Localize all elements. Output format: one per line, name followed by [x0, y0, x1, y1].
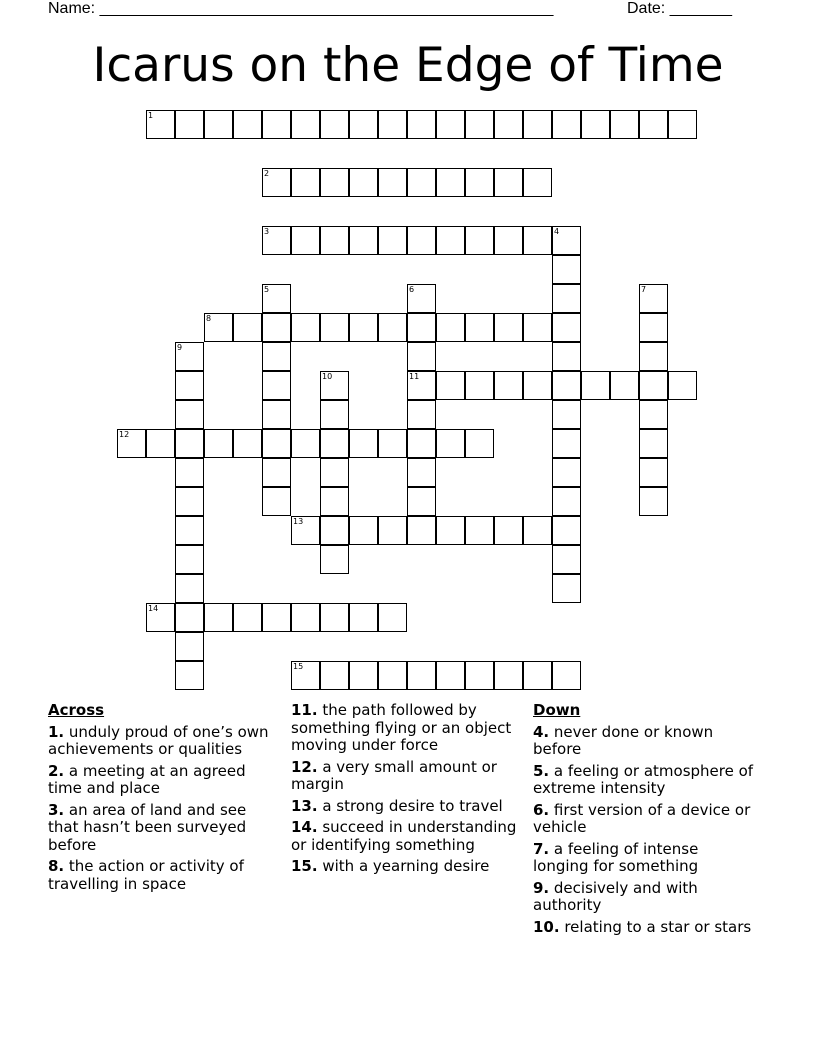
clue-item [533, 724, 755, 759]
grid-cell[interactable] [407, 226, 436, 255]
grid-cell[interactable] [349, 313, 378, 342]
down-clue-list [533, 724, 755, 937]
grid-cell[interactable] [233, 603, 262, 632]
grid-cell[interactable] [233, 429, 262, 458]
clue-item-number: 6. [533, 800, 550, 819]
clue-item [48, 724, 270, 759]
grid-cell[interactable] [465, 110, 494, 139]
grid-cell[interactable] [291, 661, 320, 690]
grid-cell[interactable] [465, 313, 494, 342]
clue-item-number: 3. [48, 800, 65, 819]
grid-cell[interactable] [146, 110, 175, 139]
grid-cell[interactable] [320, 110, 349, 139]
grid-cell[interactable] [494, 168, 523, 197]
clue-number: 6 [409, 285, 415, 294]
grid-cell[interactable] [175, 342, 204, 371]
grid-cell[interactable] [175, 574, 204, 603]
grid-cell[interactable] [494, 516, 523, 545]
clue-item [48, 802, 270, 855]
grid-cell[interactable] [378, 226, 407, 255]
grid-cell[interactable] [523, 313, 552, 342]
clue-item [291, 858, 523, 876]
grid-cell[interactable] [204, 429, 233, 458]
grid-cell[interactable] [291, 603, 320, 632]
clue-number: 9 [177, 343, 183, 352]
grid-cell[interactable] [639, 110, 668, 139]
grid-cell[interactable] [320, 313, 349, 342]
grid-cell[interactable] [552, 226, 581, 255]
grid-cell[interactable] [494, 371, 523, 400]
clue-item [291, 798, 523, 816]
grid-cell[interactable] [436, 168, 465, 197]
grid-cell[interactable] [639, 342, 668, 371]
grid-cell[interactable] [175, 603, 204, 632]
grid-cell[interactable] [320, 487, 349, 516]
grid-cell[interactable] [175, 371, 204, 400]
grid-cell[interactable] [494, 313, 523, 342]
grid-cell[interactable] [552, 342, 581, 371]
grid-cell[interactable] [262, 458, 291, 487]
clue-item-text: decisively and with authority [533, 878, 698, 914]
clue-number: 8 [206, 314, 212, 323]
grid-cell[interactable] [407, 168, 436, 197]
grid-cell[interactable] [320, 226, 349, 255]
grid-cell[interactable] [291, 110, 320, 139]
grid-cell[interactable] [349, 168, 378, 197]
grid-cell[interactable] [552, 574, 581, 603]
grid-cell[interactable] [465, 516, 494, 545]
grid-cell[interactable] [465, 371, 494, 400]
grid-cell[interactable] [610, 110, 639, 139]
grid-cell[interactable] [610, 371, 639, 400]
grid-cell[interactable] [262, 226, 291, 255]
grid-cell[interactable] [175, 632, 204, 661]
clue-number: 5 [264, 285, 270, 294]
grid-cell[interactable] [407, 313, 436, 342]
grid-cell[interactable] [436, 313, 465, 342]
clue-item [533, 841, 755, 876]
grid-cell[interactable] [175, 400, 204, 429]
down-heading: Down [533, 701, 581, 719]
grid-cell[interactable] [320, 603, 349, 632]
grid-cell[interactable] [552, 429, 581, 458]
grid-cell[interactable] [378, 661, 407, 690]
grid-cell[interactable] [494, 661, 523, 690]
grid-cell[interactable] [639, 487, 668, 516]
grid-cell[interactable] [407, 284, 436, 313]
clue-item [533, 802, 755, 837]
clue-item-text: with a yearning desire [317, 857, 490, 875]
grid-cell[interactable] [378, 168, 407, 197]
clue-item-text: a feeling of intense longing for something [533, 839, 699, 875]
grid-cell[interactable] [262, 110, 291, 139]
grid-cell[interactable] [523, 516, 552, 545]
clues-column-3 [533, 702, 755, 940]
clue-item-number: 14. [291, 818, 318, 836]
grid-cell[interactable] [465, 226, 494, 255]
grid-cell[interactable] [349, 661, 378, 690]
grid-cell[interactable] [233, 110, 262, 139]
grid-cell[interactable] [552, 545, 581, 574]
grid-cell[interactable] [436, 110, 465, 139]
clue-item [533, 880, 755, 915]
across-clue-list [48, 724, 270, 894]
clue-item-number: 5. [533, 761, 550, 780]
grid-cell[interactable] [175, 487, 204, 516]
grid-cell[interactable] [407, 342, 436, 371]
grid-cell[interactable] [436, 661, 465, 690]
clue-number: 1 [148, 111, 154, 120]
grid-cell[interactable] [320, 429, 349, 458]
clue-number: 2 [264, 169, 270, 178]
clue-item [533, 919, 755, 937]
grid-cell[interactable] [349, 429, 378, 458]
clue-item-text: a very small amount or margin [291, 757, 497, 793]
grid-cell[interactable] [552, 284, 581, 313]
grid-cell[interactable] [378, 110, 407, 139]
grid-cell[interactable] [436, 516, 465, 545]
grid-cell[interactable] [291, 429, 320, 458]
grid-cell[interactable] [320, 545, 349, 574]
grid-cell[interactable] [436, 226, 465, 255]
grid-cell[interactable] [204, 313, 233, 342]
grid-cell[interactable] [320, 458, 349, 487]
clue-number: 13 [293, 517, 304, 526]
grid-cell[interactable] [378, 516, 407, 545]
clue-number: 14 [148, 604, 159, 613]
grid-cell[interactable] [175, 429, 204, 458]
grid-cell[interactable] [146, 603, 175, 632]
clue-item-text: the path followed by something flying or an object moving under force [291, 701, 512, 754]
grid-cell[interactable] [262, 487, 291, 516]
clue-item-text: first version of a device or vehicle [533, 800, 751, 836]
grid-cell[interactable] [320, 661, 349, 690]
grid-cell[interactable] [407, 400, 436, 429]
grid-cell[interactable] [407, 516, 436, 545]
clue-item-number: 10. [533, 917, 560, 936]
grid-cell[interactable] [552, 400, 581, 429]
name-field-label: Name: ___________________________________________________ [48, 0, 554, 17]
grid-cell[interactable] [320, 516, 349, 545]
clue-number: 12 [119, 430, 130, 439]
grid-cell[interactable] [436, 371, 465, 400]
clue-item-text: a meeting at an agreed time and place [48, 761, 246, 797]
clue-item-text: a feeling or atmosphere of extreme intensity [533, 761, 754, 797]
grid-cell[interactable] [668, 110, 697, 139]
grid-cell[interactable] [639, 284, 668, 313]
clue-item-number: 2. [48, 761, 65, 780]
grid-cell[interactable] [204, 110, 233, 139]
grid-cell[interactable] [117, 429, 146, 458]
clues-column-2 [291, 702, 523, 880]
grid-cell[interactable] [320, 371, 349, 400]
grid-cell[interactable] [407, 487, 436, 516]
grid-cell[interactable] [639, 313, 668, 342]
clue-item-text: an area of land and see that hasn’t been surveyed before [48, 800, 247, 854]
grid-cell[interactable] [320, 168, 349, 197]
grid-cell[interactable] [552, 110, 581, 139]
grid-cell[interactable] [349, 516, 378, 545]
grid-cell[interactable] [639, 371, 668, 400]
grid-cell[interactable] [668, 371, 697, 400]
grid-cell[interactable] [262, 342, 291, 371]
grid-cell[interactable] [639, 400, 668, 429]
clue-item-number: 1. [48, 722, 65, 741]
clue-item-text: a strong desire to travel [317, 796, 503, 815]
grid-cell[interactable] [378, 603, 407, 632]
grid-cell[interactable] [291, 226, 320, 255]
clue-item [291, 702, 523, 755]
grid-cell[interactable] [262, 313, 291, 342]
grid-cell[interactable] [494, 226, 523, 255]
clue-item-number: 4. [533, 722, 550, 741]
grid-cell[interactable] [552, 661, 581, 690]
clue-item-text: unduly proud of one’s own achievements or qualities [48, 722, 269, 758]
page-title: Icarus on the Edge of Time [92, 38, 724, 93]
clue-number: 4 [554, 227, 560, 236]
clue-item-text: never done or known before [533, 722, 714, 758]
grid-cell[interactable] [523, 371, 552, 400]
grid-cell[interactable] [175, 110, 204, 139]
grid-cell[interactable] [552, 255, 581, 284]
grid-cell[interactable] [175, 661, 204, 690]
date-field-label: Date: _______ [627, 0, 732, 17]
grid-cell[interactable] [552, 516, 581, 545]
grid-cell[interactable] [465, 661, 494, 690]
grid-cell[interactable] [639, 429, 668, 458]
grid-cell[interactable] [407, 661, 436, 690]
grid-cell[interactable] [407, 110, 436, 139]
grid-cell[interactable] [349, 226, 378, 255]
clue-item [291, 759, 523, 794]
grid-cell[interactable] [291, 168, 320, 197]
grid-cell[interactable] [494, 110, 523, 139]
grid-cell[interactable] [407, 371, 436, 400]
grid-cell[interactable] [175, 458, 204, 487]
grid-cell[interactable] [581, 110, 610, 139]
grid-cell[interactable] [378, 313, 407, 342]
grid-cell[interactable] [523, 168, 552, 197]
clue-item-number: 13. [291, 796, 318, 815]
clue-item-number: 15. [291, 857, 318, 875]
grid-cell[interactable] [407, 429, 436, 458]
grid-cell[interactable] [349, 603, 378, 632]
clue-item-number: 12. [291, 757, 318, 776]
grid-cell[interactable] [175, 545, 204, 574]
grid-cell[interactable] [436, 429, 465, 458]
clue-number: 11 [409, 372, 420, 381]
grid-cell[interactable] [552, 313, 581, 342]
grid-cell[interactable] [378, 429, 407, 458]
grid-cell[interactable] [262, 284, 291, 313]
clue-number: 3 [264, 227, 270, 236]
clue-item-text: the action or activity of travelling in space [48, 857, 244, 893]
grid-cell[interactable] [552, 371, 581, 400]
grid-cell[interactable] [523, 110, 552, 139]
grid-cell[interactable] [552, 458, 581, 487]
clue-item-number: 11. [291, 701, 318, 719]
clue-item [48, 858, 270, 893]
clue-item-text: relating to a star or stars [559, 917, 752, 936]
grid-cell[interactable] [407, 458, 436, 487]
across-heading: Across [48, 701, 105, 719]
grid-cell[interactable] [146, 429, 175, 458]
grid-cell[interactable] [262, 371, 291, 400]
clue-item-number: 9. [533, 878, 550, 897]
clue-item-number: 7. [533, 839, 550, 858]
clues-column-1 [48, 702, 270, 897]
across-clue-list-continued [291, 702, 523, 876]
grid-cell[interactable] [291, 313, 320, 342]
grid-cell[interactable] [262, 168, 291, 197]
grid-cell[interactable] [581, 371, 610, 400]
clue-number: 7 [641, 285, 647, 294]
clue-item [533, 763, 755, 798]
grid-cell[interactable] [233, 313, 262, 342]
grid-cell[interactable] [523, 661, 552, 690]
clue-item [291, 819, 523, 854]
grid-cell[interactable] [523, 226, 552, 255]
clue-item-number: 8. [48, 857, 65, 875]
grid-cell[interactable] [291, 516, 320, 545]
clue-number: 15 [293, 662, 304, 671]
grid-cell[interactable] [262, 400, 291, 429]
grid-cell[interactable] [349, 110, 378, 139]
grid-cell[interactable] [465, 429, 494, 458]
grid-cell[interactable] [262, 603, 291, 632]
grid-cell[interactable] [639, 458, 668, 487]
clue-item [48, 763, 270, 798]
grid-cell[interactable] [175, 516, 204, 545]
grid-cell[interactable] [552, 487, 581, 516]
clue-item-text: succeed in understanding or identifying something [291, 818, 517, 854]
grid-cell[interactable] [262, 429, 291, 458]
grid-cell[interactable] [204, 603, 233, 632]
grid-cell[interactable] [465, 168, 494, 197]
grid-cell[interactable] [320, 400, 349, 429]
clue-number: 10 [322, 372, 333, 381]
